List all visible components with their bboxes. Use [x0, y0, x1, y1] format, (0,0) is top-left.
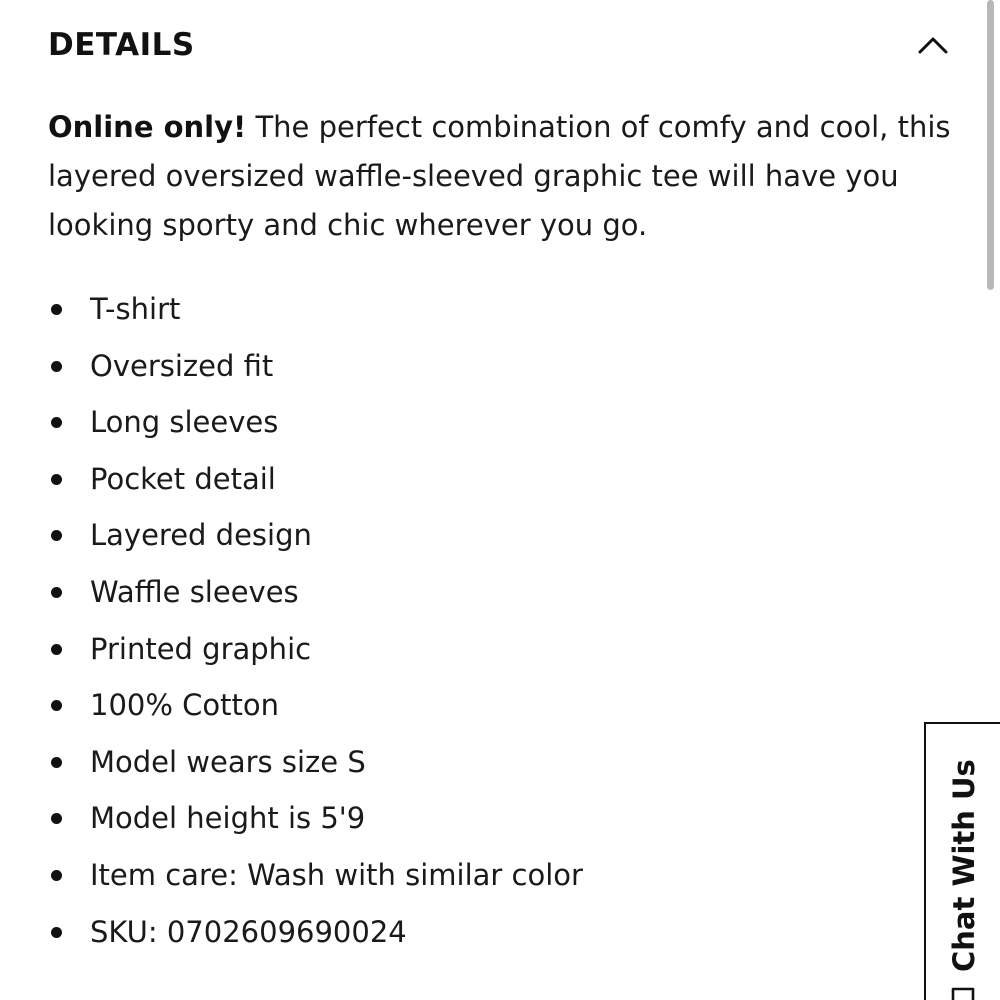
feature-text: Model wears size S — [90, 744, 366, 779]
feature-list — [48, 281, 583, 960]
chat-bubble-icon — [949, 984, 979, 1000]
feature-text: SKU: 0702609690024 — [90, 914, 407, 949]
feature-text: Layered design — [90, 518, 312, 553]
feature-text: Printed graphic — [90, 631, 312, 666]
feature-item — [48, 564, 583, 621]
feature-item — [48, 904, 583, 961]
online-only-label: Online only! — [48, 110, 247, 144]
chevron-up-icon[interactable] — [916, 28, 950, 62]
bullet-icon — [51, 813, 62, 824]
product-description — [48, 103, 958, 250]
feature-text: Pocket detail — [90, 461, 276, 496]
feature-item — [48, 338, 583, 395]
chat-with-us-button[interactable] — [924, 722, 1000, 1000]
feature-text: Oversized fit — [90, 348, 274, 383]
bullet-icon — [51, 304, 62, 315]
bullet-icon — [51, 587, 62, 598]
bullet-icon — [51, 927, 62, 938]
feature-item — [48, 507, 583, 564]
feature-item — [48, 677, 583, 734]
bullet-icon — [51, 644, 62, 655]
bullet-icon — [51, 530, 62, 541]
feature-text: T-shirt — [90, 292, 181, 326]
feature-text: 100% Cotton — [90, 688, 279, 723]
bullet-icon — [51, 417, 62, 428]
feature-text: Long sleeves — [90, 405, 279, 440]
feature-item — [48, 451, 583, 508]
details-accordion-header[interactable] — [48, 22, 950, 68]
bullet-icon — [51, 474, 62, 485]
feature-text: Model height is 5'9 — [90, 801, 366, 836]
feature-text: Waffle sleeves — [90, 574, 299, 609]
feature-text: Item care: Wash with similar color — [90, 857, 583, 892]
description-text: The perfect combination of comfy and cool, this layered oversized waffle-sleeved graphic tee will have you looking sporty and chic wherever you go. — [48, 110, 951, 242]
feature-item — [48, 790, 583, 847]
feature-item — [48, 734, 583, 791]
feature-item — [48, 847, 583, 904]
chat-tab-content — [934, 744, 994, 1000]
bullet-icon — [51, 757, 62, 768]
feature-item — [48, 281, 583, 338]
bullet-icon — [51, 361, 62, 372]
feature-item — [48, 394, 583, 451]
bullet-icon — [51, 870, 62, 881]
details-title: DETAILS — [48, 27, 195, 63]
feature-item — [48, 621, 583, 678]
chat-label: Chat With Us — [947, 759, 981, 972]
scrollbar-thumb[interactable] — [987, 0, 994, 290]
bullet-icon — [51, 700, 62, 711]
